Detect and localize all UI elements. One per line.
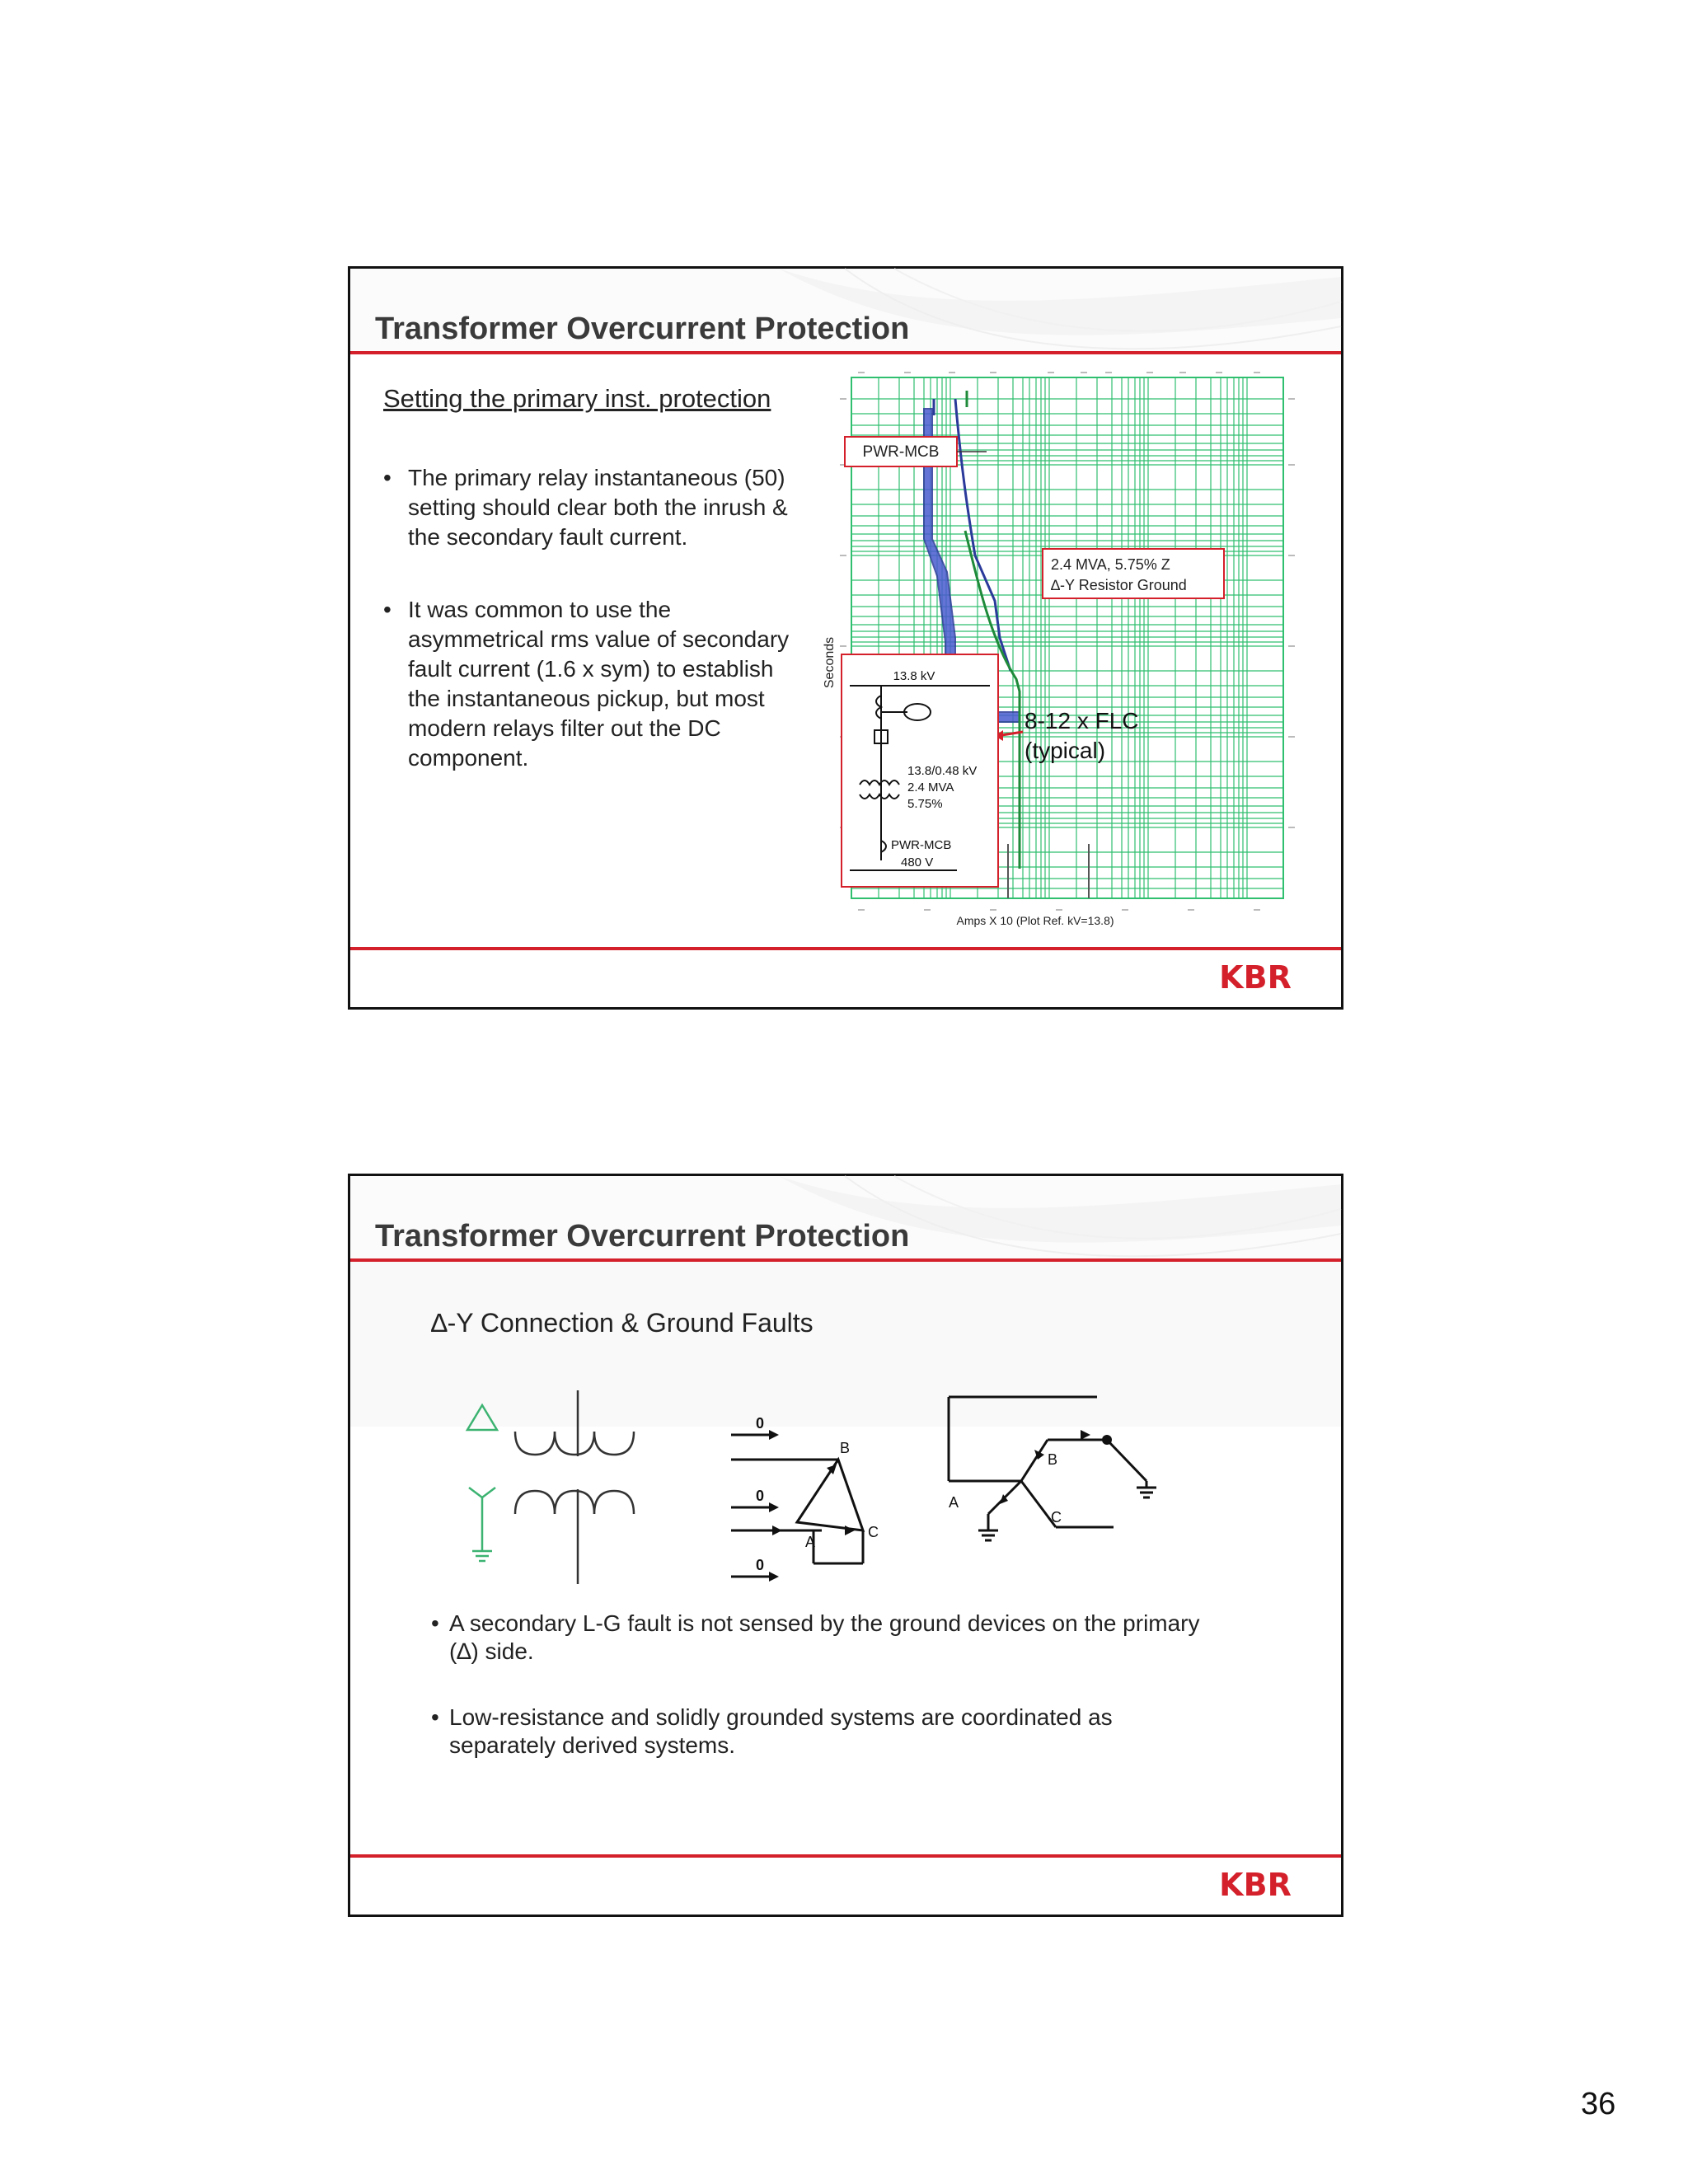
slide-title: Transformer Overcurrent Protection — [375, 312, 910, 346]
pwr-mcb-label: PWR-MCB — [862, 443, 940, 461]
bullet-text: Low-resistance and solidly grounded systems are coordinated as separately derived systems. — [449, 1704, 1113, 1758]
one-line-bus-label: 480 V — [901, 855, 934, 869]
annotation-typical: (typical) — [1025, 738, 1106, 763]
bullet-dot: • — [383, 465, 392, 490]
slide-subtitle: Setting the primary inst. protection — [383, 384, 771, 413]
title-divider — [350, 1258, 1341, 1262]
zero-label-1: 0 — [756, 1415, 765, 1432]
bullet-text: The primary relay instantaneous (50) setting should clear both the inrush & the secondary fault current. — [408, 465, 788, 550]
zero-label-2: 0 — [756, 1488, 765, 1504]
wye-node-c: C — [1051, 1509, 1062, 1526]
bullet-dot: • — [431, 1610, 439, 1636]
bullet-dot: • — [383, 597, 392, 622]
wye-node-a: A — [949, 1494, 959, 1511]
bullet-item — [383, 463, 808, 552]
footer-divider — [350, 947, 1341, 950]
wye-node-b: B — [1048, 1451, 1058, 1468]
wye-fault-diagram — [949, 1390, 1163, 1563]
page-number: 36 — [1581, 2087, 1616, 2121]
transformer-label-line-1: 2.4 MVA, 5.75% Z — [1051, 556, 1170, 573]
zero-label-3: 0 — [756, 1557, 765, 1573]
delta-fault-diagram — [731, 1399, 879, 1596]
kbr-logo — [1203, 1867, 1308, 1903]
delta-node-b: B — [840, 1440, 851, 1456]
delta-node-a: A — [805, 1534, 816, 1550]
delta-symbol — [467, 1405, 497, 1430]
annotation-flc: 8-12 x FLC — [1025, 708, 1139, 733]
kbr-logo — [1203, 959, 1308, 996]
slide-title: Transformer Overcurrent Protection — [375, 1219, 910, 1254]
delta-node-c: C — [868, 1524, 879, 1540]
footer-divider — [350, 1854, 1341, 1858]
one-line-breaker-label: PWR-MCB — [891, 838, 952, 852]
bullet-text: A secondary L-G fault is not sensed by the ground devices on the primary (∆) side. — [449, 1610, 1200, 1664]
tcc-coordination-chart — [825, 366, 1320, 926]
slide-2 — [348, 1174, 1343, 1917]
one-line-xfmr-mva: 2.4 MVA — [907, 780, 954, 794]
transformer-windings — [515, 1390, 634, 1584]
bullet-text: It was common to use the asymmetrical rms value of secondary fault current (1.6 x sym) to establish the instantaneous pickup, but most modern relays filter out the DC component. — [408, 597, 790, 771]
svg-text:KBR: KBR — [1219, 1867, 1292, 1903]
title-divider — [350, 351, 1341, 354]
slide-subtitle: ∆-Y Connection & Ground Faults — [431, 1308, 814, 1338]
wye-ground-symbol — [469, 1488, 495, 1561]
slide-1 — [348, 266, 1343, 1010]
bullet-item — [431, 1704, 1222, 1760]
bullet-dot: • — [431, 1704, 439, 1730]
svg-text:KBR: KBR — [1219, 959, 1292, 996]
transformer-label-line-2: ∆-Y Resistor Ground — [1051, 577, 1187, 593]
bullet-item — [431, 1610, 1222, 1666]
one-line-xfmr-ratio: 13.8/0.48 kV — [907, 764, 978, 778]
chart-x-axis-label: Amps X 10 (Plot Ref. kV=13.8) — [956, 914, 1114, 927]
chart-y-axis-label: Seconds — [823, 636, 837, 689]
delta-wye-symbol-diagram — [457, 1390, 672, 1596]
bullet-item — [383, 595, 808, 773]
one-line-kv-label: 13.8 kV — [893, 669, 935, 683]
one-line-xfmr-z: 5.75% — [907, 797, 943, 811]
